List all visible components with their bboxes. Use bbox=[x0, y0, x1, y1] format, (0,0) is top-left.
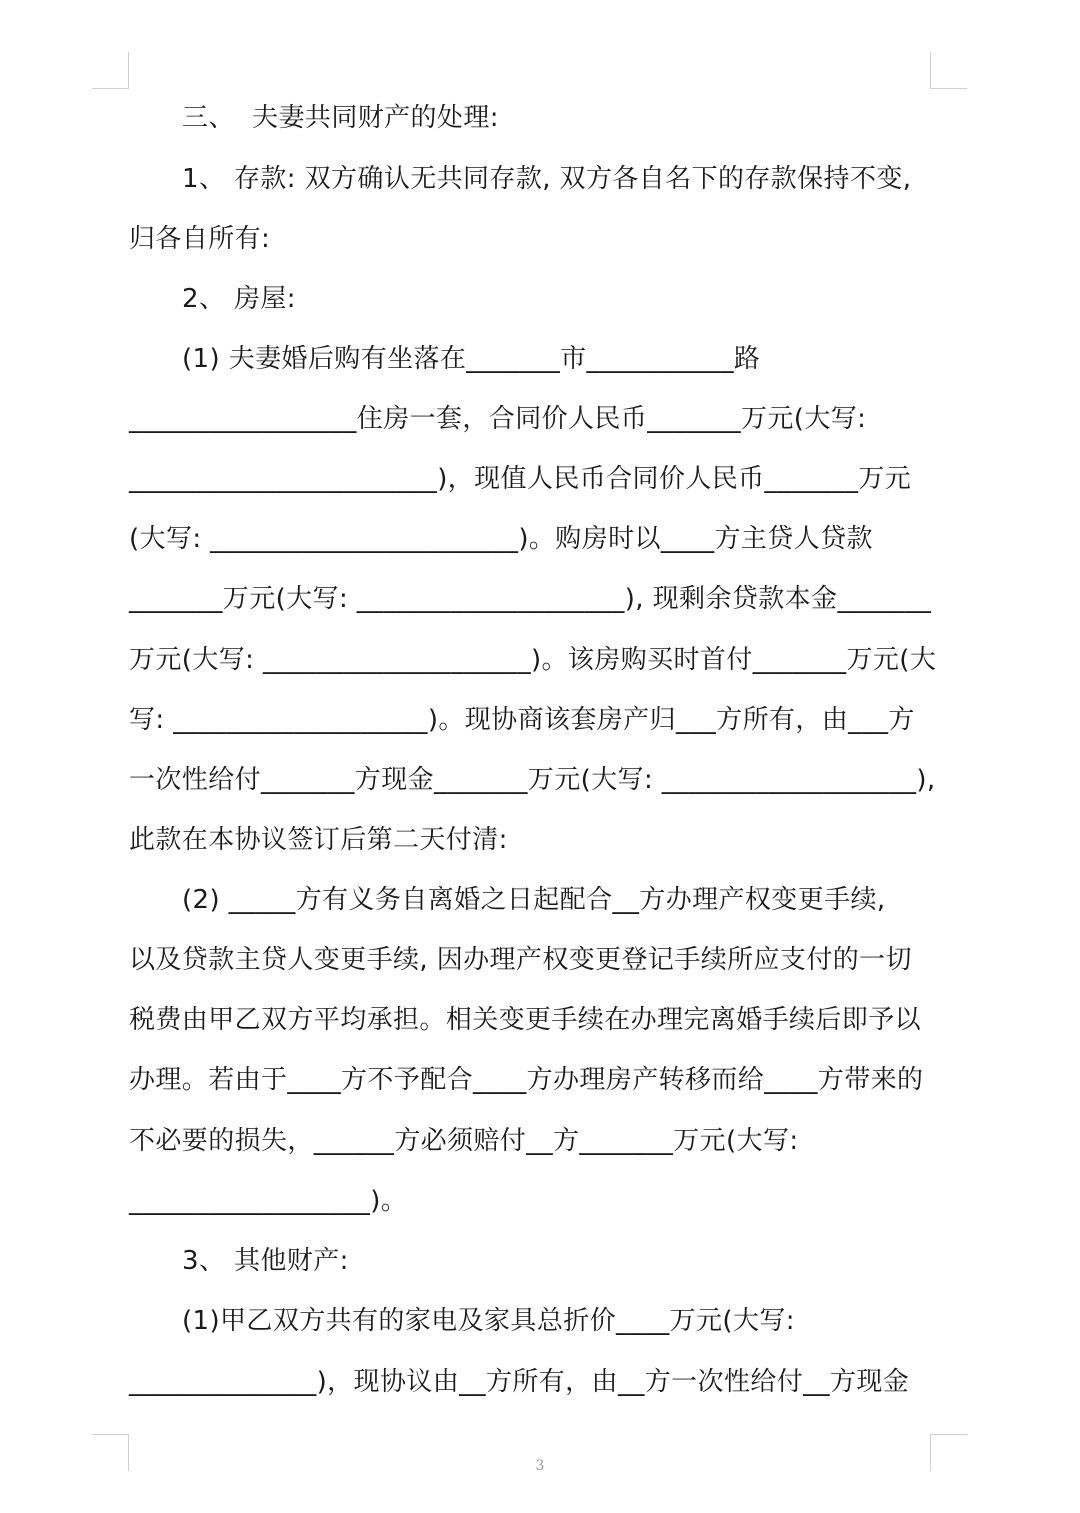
subsection-heading: 2、 房屋: bbox=[182, 284, 296, 314]
paragraph-line: __________________)。 bbox=[129, 1186, 408, 1216]
paragraph-line: 一次性给付_______方现金_______万元(大写: ___________________), bbox=[129, 765, 936, 795]
paragraph-line: _______________________)，现值人民币合同价人民币_______万元 bbox=[129, 464, 912, 494]
paragraph-line: 税费由甲乙双方平均承担。相关变更手续在办理完离婚手续后即予以 bbox=[129, 1005, 922, 1035]
paragraph-line: 写: ___________________)。现协商该套房产归___方所有，由___方 bbox=[129, 705, 915, 735]
paragraph-line: _________________住房一套，合同价人民币_______万元(大写: bbox=[129, 404, 867, 434]
paragraph-line: 以及贷款主贷人变更手续, 因办理产权变更登记手续所应支付的一切 bbox=[129, 945, 912, 975]
paragraph-line: 不必要的损失，______方必须赔付__方_______万元(大写: bbox=[129, 1126, 799, 1156]
paragraph-line: (1) 夫妻婚后购有坐落在_______市___________路 bbox=[182, 344, 761, 374]
paragraph-line: 万元(大写: ____________________)。该房购买时首付_______万元(大 bbox=[129, 645, 937, 675]
paragraph-line: 1、 存款: 双方确认无共同存款, 双方各自名下的存款保持不变, bbox=[182, 164, 912, 194]
subsection-heading: 3、 其他财产: bbox=[182, 1246, 349, 1276]
paragraph-line: 此款在本协议签订后第二天付清: bbox=[129, 825, 508, 855]
page-number: 3 bbox=[535, 1458, 545, 1474]
section-heading: 三、 夫妻共同财产的处理: bbox=[182, 103, 499, 133]
paragraph-line: 归各自所有: bbox=[129, 224, 271, 254]
paragraph-line: (2) _____方有义务自离婚之日起配合__方办理产权变更手续, bbox=[182, 885, 886, 915]
paragraph-line: (1)甲乙双方共有的家电及家具总折价____万元(大写: bbox=[182, 1306, 795, 1336]
page-corner-top-right bbox=[930, 52, 967, 89]
page-corner-top-left bbox=[92, 52, 129, 89]
paragraph-line: (大写: _______________________)。购房时以____方主贷人贷款 bbox=[129, 524, 873, 554]
paragraph-line: _______万元(大写: ____________________), 现剩余贷款本金_______ bbox=[129, 584, 932, 614]
paragraph-line: ______________)，现协议由__方所有，由__方一次性给付__方现金 bbox=[129, 1367, 910, 1397]
paragraph-line: 办理。若由于____方不予配合____方办理房产转移而给____方带来的 bbox=[129, 1065, 924, 1095]
